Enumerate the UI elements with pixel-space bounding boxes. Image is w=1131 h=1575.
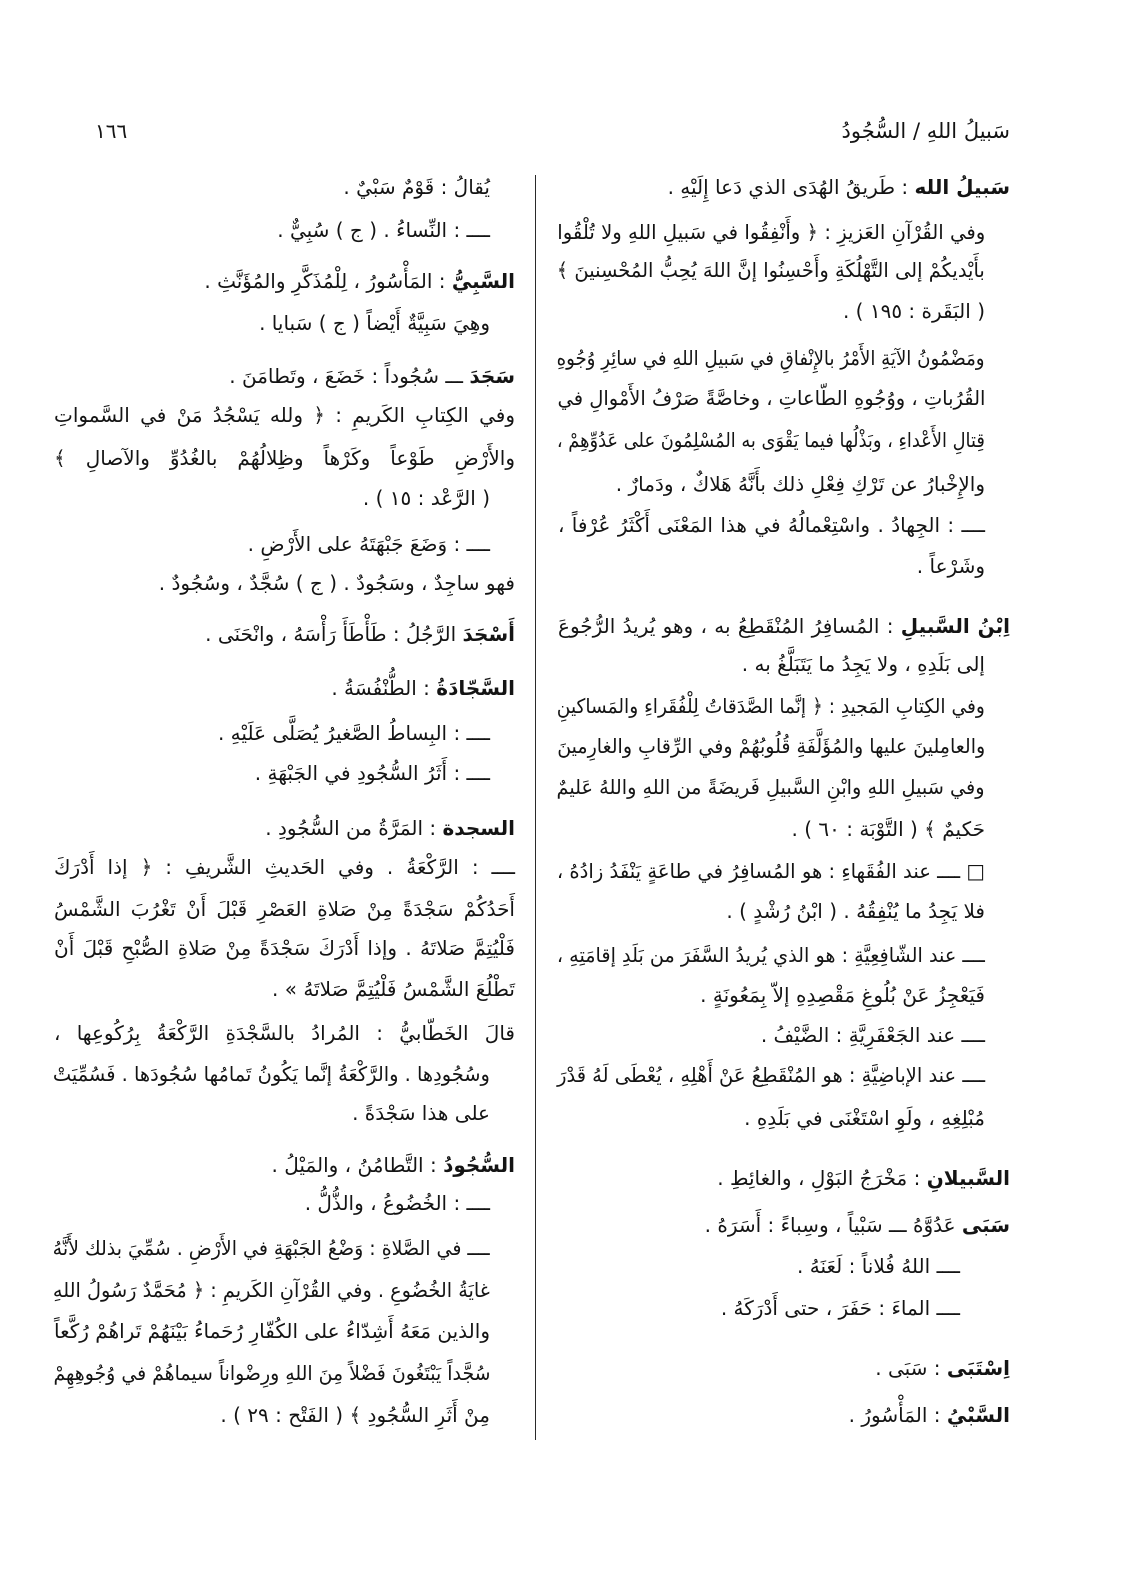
entry-text: وهِيَ سَبِيَّةٌ أَيْضاً ( ج ) سَبايا . <box>259 311 490 335</box>
citation: حَكيمٌ ﴾ ( التَّوْبَة : ٦٠ ) . <box>791 817 985 841</box>
entry-content <box>558 606 1010 646</box>
entry-line <box>557 1246 960 1286</box>
entry-line <box>53 1013 515 1053</box>
entry-line <box>53 1353 490 1393</box>
entry-line <box>557 250 985 290</box>
entry-line <box>53 438 515 478</box>
headword: السجدة <box>442 816 515 840</box>
entry-line <box>557 686 985 726</box>
entry-text: على هذا سَجْدَةً . <box>352 1101 490 1125</box>
entry-text: والذين مَعَهُ أَشِدّاءُ على الكُفّارِ رُحَماءُ بَيْنَهُمْ تَراهُمْ رُكَّعاً <box>54 1319 490 1343</box>
entry-line <box>53 928 515 968</box>
entry-text: فهو ساجِدٌ ، وسَجُودٌ . ( ج ) سُجَّدٌ ، وسُجُودٌ . <box>158 571 515 595</box>
entry-line <box>557 546 985 586</box>
entry-line <box>557 378 985 418</box>
entry-text: ــــ : النِّساءُ . ( ج ) سُبِيٌّ . <box>277 218 490 242</box>
headword: السَّبيلانِ <box>926 1166 1010 1190</box>
headword: اِسْتَبَى <box>946 1356 1010 1380</box>
entry-text: وفي القُرْآنِ العَزيزِ : ﴿ وأَنْفِقُوا في سَبيلِ اللهِ ولا تُلْقُوا <box>557 220 985 244</box>
entry-line <box>557 767 985 807</box>
entry-content <box>717 1158 1010 1198</box>
entry-text: وفي سَبيلِ اللهِ وابْنِ السَّبيلِ فَريضَةً من اللهِ واللهُ عَليمٌ <box>557 775 985 799</box>
entry-content <box>875 1348 1010 1388</box>
entry-heading-line <box>53 668 515 708</box>
citation: ( الرَّعْد : ١٥ ) . <box>362 486 490 510</box>
entry-line <box>557 975 985 1015</box>
citation: مِنْ أَثَرِ السُّجُودِ ﴾ ( الفَتْح : ٢٩ ) . <box>220 1403 490 1427</box>
entry-heading-line <box>557 1348 1010 1388</box>
entry-content <box>705 1205 1010 1245</box>
entry-heading-line <box>557 606 1010 646</box>
entry-text: فلا يَجِدُ ما يُنْفِقُهُ . ( ابْنُ رُشْدٍ ) . <box>726 899 985 923</box>
entry-line <box>557 726 985 766</box>
entry-line <box>53 1270 490 1310</box>
headword: السُّجُودُ <box>443 1153 515 1177</box>
entry-line <box>53 524 490 564</box>
entry-line <box>53 889 515 929</box>
entry-text: ــــ عند الإباضِيَّةِ : هو المُنْقَطِعُ عَنْ أَهْلِهِ ، يُعْطَى لَهُ قَدْرَ <box>556 1063 985 1087</box>
citation: ( البَقَرة : ١٩٥ ) . <box>842 299 985 323</box>
entry-text: ومَضْمُونُ الآيَةِ الأَمْرُ بالإِنْفاقِ في سَبيلِ اللهِ في سائِرِ وُجُوهِ <box>557 346 985 370</box>
entry-heading-line <box>557 1395 1010 1435</box>
entry-text: والأَرْضِ طَوْعاً وكَرْهاً وظِلالُهُمْ بالغُدُوِّ والآصالِ ﴾ <box>54 446 515 470</box>
entry-line <box>53 395 515 435</box>
entry-line <box>53 1311 490 1351</box>
entry-content <box>331 668 515 708</box>
entry-text: ــــ : الخُضُوعُ ، والذُّلُّ . <box>304 1191 490 1215</box>
definition-text: : طَريقُ الهُدَى الذي دَعا إِلَيْهِ . <box>667 175 909 199</box>
headword: اِبْنُ السَّبيلِ <box>900 614 1010 638</box>
entry-line <box>53 1395 490 1435</box>
definition-text: : الطُّنْفُسَةُ . <box>331 676 430 700</box>
entry-content <box>272 1145 515 1185</box>
entry-heading-line <box>53 261 515 301</box>
entry-text: ــــ عند الشّافِعِيَّةِ : هو الذي يُريدُ السَّفَرَ من بَلَدِ إقامَتِهِ ، <box>556 943 985 967</box>
entry-line <box>557 851 985 891</box>
entry-text: مُبْلِغِهِ ، ولَوِ اسْتَغْنَى في بَلَدِهِ . <box>744 1106 985 1130</box>
entry-text: تَطْلُعَ الشَّمْسُ فَلْيُتِمَّ صَلاتَهُ » . <box>272 977 515 1001</box>
running-title: سَبيلُ اللهِ / السُّجُودُ <box>841 119 1010 143</box>
entry-heading-line <box>53 614 515 654</box>
entry-line <box>53 969 515 1009</box>
headword: السَّبِيُّ <box>451 269 515 293</box>
entry-line <box>53 1093 490 1133</box>
definition-text: : التَّطامُنُ ، والمَيْلُ . <box>271 1153 437 1177</box>
entry-text: قالَ الخَطّابيُّ : المُرادُ بالسَّجْدَةِ الرَّكْعَةُ بِرُكُوعِها ، <box>53 1021 515 1045</box>
headword: سَجَدَ <box>469 364 515 388</box>
entry-line <box>53 210 490 250</box>
definition-text: : المَأْسُورُ ، لِلْمُذَكَّرِ والمُؤَنَّثِ . <box>204 269 446 293</box>
definition-text: : المَأْسُورُ . <box>848 1403 941 1427</box>
entry-heading-line <box>557 1205 1010 1245</box>
entry-line <box>53 1183 490 1223</box>
entry-text: ــــ : الجِهادُ . واسْتِعْمالُهُ في هذا المَعْنَى أَكْثَرُ عُرْفاً ، <box>557 513 985 537</box>
entry-line <box>53 1054 490 1094</box>
entry-text: ــــ : الرَّكْعَةُ . وفي الحَديثِ الشَّريفِ : ﴿ إذا أَدْرَكَ <box>53 855 515 879</box>
entry-line <box>557 935 985 975</box>
entry-line <box>557 464 985 504</box>
definition-text: ـــ سُجُوداً : خَضَعَ ، وتَطامَنَ . <box>229 364 463 388</box>
entry-line <box>53 847 515 887</box>
entry-content <box>229 356 515 396</box>
entry-line <box>557 1288 960 1328</box>
entry-text: ــــ : أَثَرُ السُّجُودِ في الجَبْهَةِ . <box>254 761 490 785</box>
entry-heading-line <box>557 1158 1010 1198</box>
entry-content <box>205 614 515 654</box>
entry-text: فَيَعْجِزُ عَنْ بُلُوغِ مَقْصِدِهِ إلاّ بِمَعُونَةٍ . <box>700 983 985 1007</box>
page-number: ١٦٦ <box>95 119 128 143</box>
entry-text: فَلْيُتِمَّ صَلاتَهُ . وإذا أَدْرَكَ سَجْدَةً مِنْ صَلاةِ الصُّبْحِ قَبْلَ أَنْ <box>54 936 515 960</box>
definition-text: : مَخْرَجُ البَوْلِ ، والغائِطِ . <box>717 1166 921 1190</box>
definition-text: الرَّجُلُ : طَأْطَأَ رَأْسَهُ ، وانْحَنَى . <box>205 622 457 646</box>
entry-text: □ ــــ عند الفُقَهاءِ : هو المُسافِرُ في طاعَةٍ يَنْفَدُ زادُهُ ، <box>556 859 985 883</box>
headword: سَبيلُ الله <box>914 175 1010 199</box>
entry-line <box>557 212 985 252</box>
definition-text: : المُسافِرُ المُنْقَطِعُ به ، وهو يُريدُ الرُّجُوعَ <box>558 614 894 638</box>
entry-text: والإِخْبارُ عن تَرْكِ فِعْلِ ذلك بأَنَّهُ هَلاكٌ ، ودَمارٌ . <box>615 472 985 496</box>
entry-text: ــــ : البِساطُ الصَّغيرُ يُصَلَّى عَلَيْهِ . <box>217 721 490 745</box>
entry-text: قِتالِ الأَعْداءِ ، وبَذْلُها فيما يَقْوَى به المُسْلِمُونَ على عَدُوِّهِمْ ، <box>557 428 985 452</box>
entry-line <box>557 1055 985 1095</box>
entry-line <box>557 809 985 849</box>
entry-line <box>557 1015 985 1055</box>
entry-text: والعامِلينَ عليها والمُؤَلَّفَةِ قُلُوبُهُمْ وفي الرِّقابِ والغارِمينَ <box>557 734 985 758</box>
entry-heading-line <box>53 1145 515 1185</box>
entry-content <box>668 167 1010 207</box>
entry-line <box>53 713 490 753</box>
entry-content <box>849 1395 1010 1435</box>
entry-line <box>557 338 985 378</box>
entry-line <box>53 478 490 518</box>
entry-text: سُجَّداً يَبْتَغُونَ فَضْلاً مِنَ اللهِ ورِضْواناً سيماهُمْ في وُجُوهِهِمْ <box>52 1361 490 1385</box>
definition-text: : سَبَى . <box>875 1356 941 1380</box>
entry-heading-line <box>53 356 515 396</box>
entry-text: وشَرْعاً . <box>916 554 985 578</box>
entry-line <box>53 1228 490 1268</box>
entry-text: بأَيْديكُمْ إلى التَّهْلُكَةِ وأَحْسِنُوا إنَّ اللهَ يُحِبُّ المُحْسِنينَ ﴾ <box>556 258 985 282</box>
entry-content <box>265 808 515 848</box>
entry-text: ــــ : وَضَعَ جَبْهَتَهُ على الأَرْضِ . <box>247 532 490 556</box>
entry-text: وسُجُودِها . والرَّكْعَةُ إنَّما يَكُونُ تَمامُها سُجُودَها . فَسُمِّيَتْ <box>52 1062 490 1086</box>
entry-text: ــــ عند الجَعْفَرِيَّةِ : الضَّيْفُ . <box>760 1023 985 1047</box>
entry-line <box>53 753 490 793</box>
entry-content <box>204 261 515 301</box>
entry-text: أَحَدُكُمْ سَجْدَةً مِنْ صَلاةِ العَصْرِ قَبْلَ أَنْ تَغْرُبَ الشَّمْسُ <box>53 897 515 921</box>
entry-text: القُرُباتِ ، ووُجُوهِ الطّاعاتِ ، وخاصَّةً صَرْفُ الأَمْوالِ في <box>557 386 985 410</box>
entry-text: وفي الكِتابِ المَجيدِ : ﴿ إنَّما الصَّدَقاتُ لِلْفُقَراءِ والمَساكينِ <box>556 694 985 718</box>
definition-text: : المَرَّةُ من السُّجُودِ . <box>265 816 437 840</box>
entry-line <box>557 644 985 684</box>
entry-line <box>53 563 515 603</box>
entry-line <box>557 891 985 931</box>
entry-heading-line <box>557 167 1010 207</box>
entry-text: إلى بَلَدِهِ ، ولا يَجِدُ ما يَتَبَلَّغُ به . <box>741 652 985 676</box>
headword: السَّجّادَةُ <box>436 676 515 700</box>
entry-text: ــــ في الصَّلاةِ : وَضْعُ الجَبْهَةِ في الأَرْضِ . سُمِّيَ بذلك لأَنَّهُ <box>53 1236 490 1260</box>
entry-line <box>53 167 490 207</box>
entry-line <box>557 420 985 460</box>
entry-text: ــــ الماءَ : حَفَرَ ، حتى أَدْرَكَهُ . <box>720 1296 960 1320</box>
definition-text: عَدُوَّهُ ـــ سَبْياً ، وسِباءً : أَسَرَهُ . <box>704 1213 956 1237</box>
entry-text: وفي الكِتابِ الكَريمِ : ﴿ ولله يَسْجُدُ مَنْ في السَّمواتِ <box>54 403 515 427</box>
entry-text: ــــ اللهُ فُلاناً : لَعَنَهُ . <box>797 1254 960 1278</box>
headword: سَبَى <box>961 1213 1010 1237</box>
entry-line <box>557 505 985 545</box>
entry-text: غايَةُ الخُضُوعِ . وفي القُرْآنِ الكَريمِ : ﴿ مُحَمَّدٌ رَسُولُ اللهِ <box>52 1278 490 1302</box>
headword: أَسْجَدَ <box>462 622 515 646</box>
entry-line <box>557 291 985 331</box>
headword: السَّبْيُ <box>946 1403 1010 1427</box>
entry-line <box>557 1098 985 1138</box>
entry-text: يُقالُ : قَوْمٌ سَبْيٌ . <box>343 175 490 199</box>
entry-line <box>53 303 490 343</box>
entry-heading-line <box>53 808 515 848</box>
